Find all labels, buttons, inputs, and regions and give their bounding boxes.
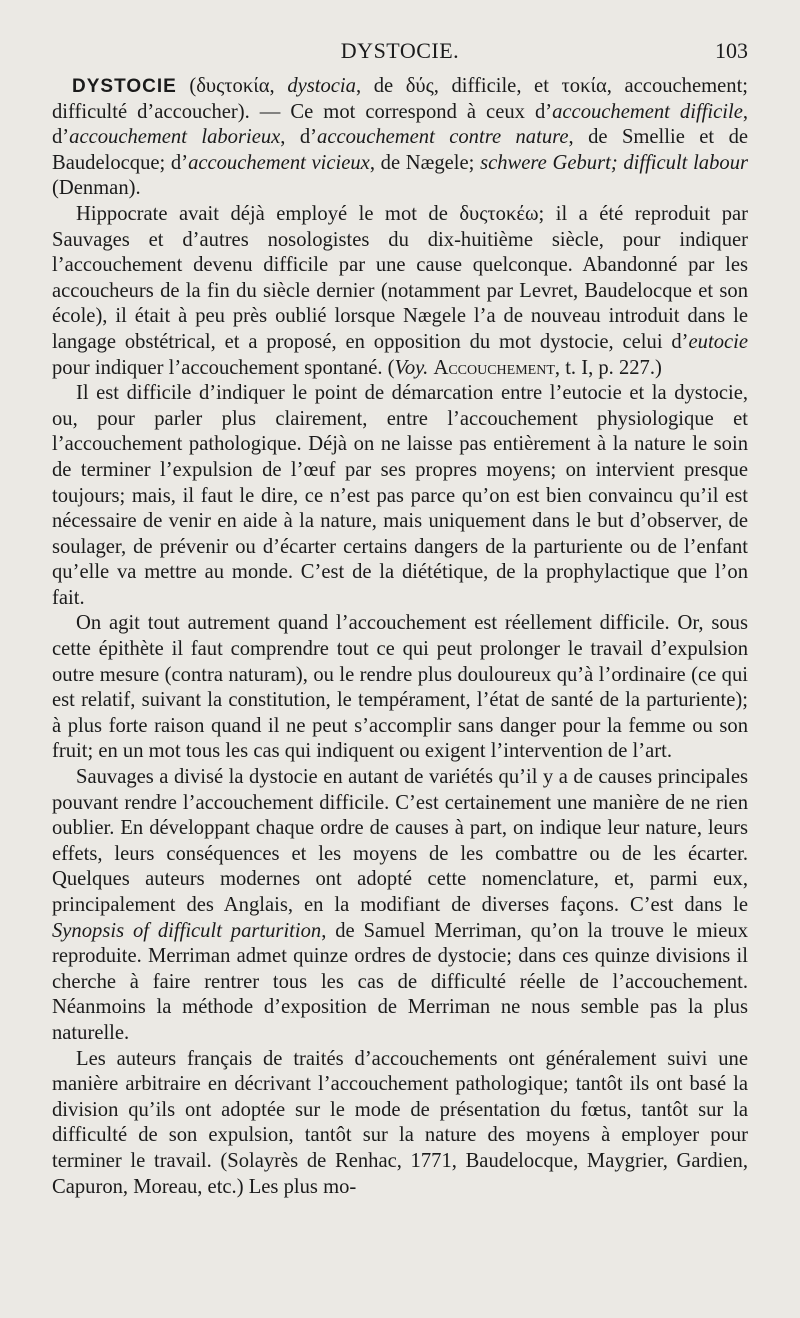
text-run: pour indiquer l’accouchement spontané. (: [52, 356, 395, 379]
text-run: Sauvages a divisé la dystocie en autant de variétés qu’il y a de causes principales pouvant rendre l’accouchement difficile. C’est certainement une manière de ne rien oublier. En développant chaque ordre de causes à part, on indique leur nature, leurs effets, leurs conséquences et les moyens de les combattre ou de les écarter. Quelques auteurs modernes ont adopté cette nomenclature, et, parmi eux, principalement des Anglais, en la modifiant de diverses façons. C’est dans le: [52, 766, 748, 916]
body-paragraph: [52, 765, 748, 1047]
body-paragraph: [52, 611, 748, 765]
page-number: 103: [715, 38, 748, 63]
italic-text: schwere Geburt; difficult labour: [480, 151, 749, 174]
entry-headword: DYSTOCIE: [72, 76, 177, 97]
text-run: , d’: [280, 126, 318, 149]
italic-text: accouchement contre nature: [317, 126, 569, 149]
italic-text: Synopsis of difficult parturition: [52, 919, 322, 942]
text-run: , t. I, p. 227.): [554, 356, 662, 379]
text-run: (δυςτοκία,: [176, 75, 288, 97]
running-head: [52, 38, 748, 64]
text-run: On agit tout autrement quand l’accouchement est réellement difficile. Or, sous cette épithète il faut comprendre tout ce qui peut prolonger le travail d’expulsion outre mesure (contra naturam), ou le rendre plus douloureux qu’à l’ordinaire (ce qui est relatif, suivant la constitution, le tempérament, l’état de santé de la parturiente); à plus forte raison quand il ne peut s’accomplir sans danger pour la femme ou son fruit; en un mot tous les cas qui indiquent ou exigent l’intervention de l’art.: [52, 612, 748, 763]
entry-paragraph: [52, 74, 748, 202]
text-run: (Denman).: [52, 177, 141, 200]
text-run: , de Nægele;: [369, 151, 481, 174]
body-paragraph: [52, 1047, 748, 1201]
text-run: , de Samuel Merriman, qu’on la trouve le mieux reproduite. Merriman admet quinze ordres de dystocie; dans ces quinze divisions il cherche à faire rentrer tous les cas de difficulté réelle de l’accouchement. Néanmoins la méthode d’exposition de Merriman ne nous semble pas la plus naturelle.: [52, 919, 748, 1044]
text-run: Hippocrate avait déjà employé le mot de δυςτοκέω; il a été reproduit par Sauvages et d’autres nosologistes du dix-huitième siècle, pour indiquer l’accouchement devenu difficile par une cause quelconque. Abandonné par les accoucheurs de la fin du siècle dernier (notamment par Levret, Baudelocque et son école), il était à peu près oublié lorsque Nægele l’a de nouveau introduit dans le langage obstétrical, et a proposé, en opposition du mot dystocie, celui d’: [52, 202, 748, 353]
body-paragraph: [52, 381, 748, 611]
italic-text: accouchement vicieux: [188, 151, 370, 174]
text-run: , d’: [52, 100, 748, 149]
italic-text: Voy.: [394, 356, 429, 379]
italic-text: dystocia: [287, 75, 356, 97]
text-run: Il est difficile d’indiquer le point de démarcation entre l’eutocie et la dystocie, ou, pour parler plus clairement, entre l’accouchement physiologique et l’accouchement pathologique. Déjà on ne laisse pas entièrement à la nature le soin de terminer l’expulsion de l’œuf par ses propres moyens; on intervient presque toujours; mais, il faut le dire, ce n’est pas parce qu’on est bien convaincu qu’il est nécessaire de venir en aide à la nature, mais uniquement dans le but d’observer, de soulager, de prévenir ou d’écarter certains dangers de la parturiente ou de l’enfant qu’elle va mettre au monde. C’est de la diététique, de la prophylactique que l’on fait.: [52, 382, 748, 609]
body-text: [52, 74, 748, 1200]
text-run: , de δύς, difficile, et τοκία, accouchement; difficulté d’accoucher). — Ce mot correspond à ceux d’: [52, 75, 749, 123]
cross-reference: Accouchement: [433, 356, 555, 379]
text-run: , de Smellie et de Baudelocque; d’: [52, 126, 749, 174]
text-run: Les auteurs français de traités d’accouchements ont généralement suivi une manière arbitraire en décrivant l’accouchement pathologique; tantôt ils ont basé la division qu’ils ont adoptée sur le mode de présentation du fœtus, tantôt sur la difficulté de son expulsion, tantôt sur la nature des moyens à employer pour terminer le travail. (Solayrès de Renhac, 1771, Baudelocque, Maygrier, Gardien, Capuron, Moreau, etc.) Les plus mo-: [52, 1047, 748, 1198]
italic-text: accouchement difficile: [552, 100, 743, 123]
running-title: DYSTOCIE.: [340, 38, 460, 63]
italic-text: eutocie: [688, 330, 748, 353]
italic-text: accouchement laborieux: [69, 126, 281, 149]
body-paragraph: [52, 202, 748, 381]
